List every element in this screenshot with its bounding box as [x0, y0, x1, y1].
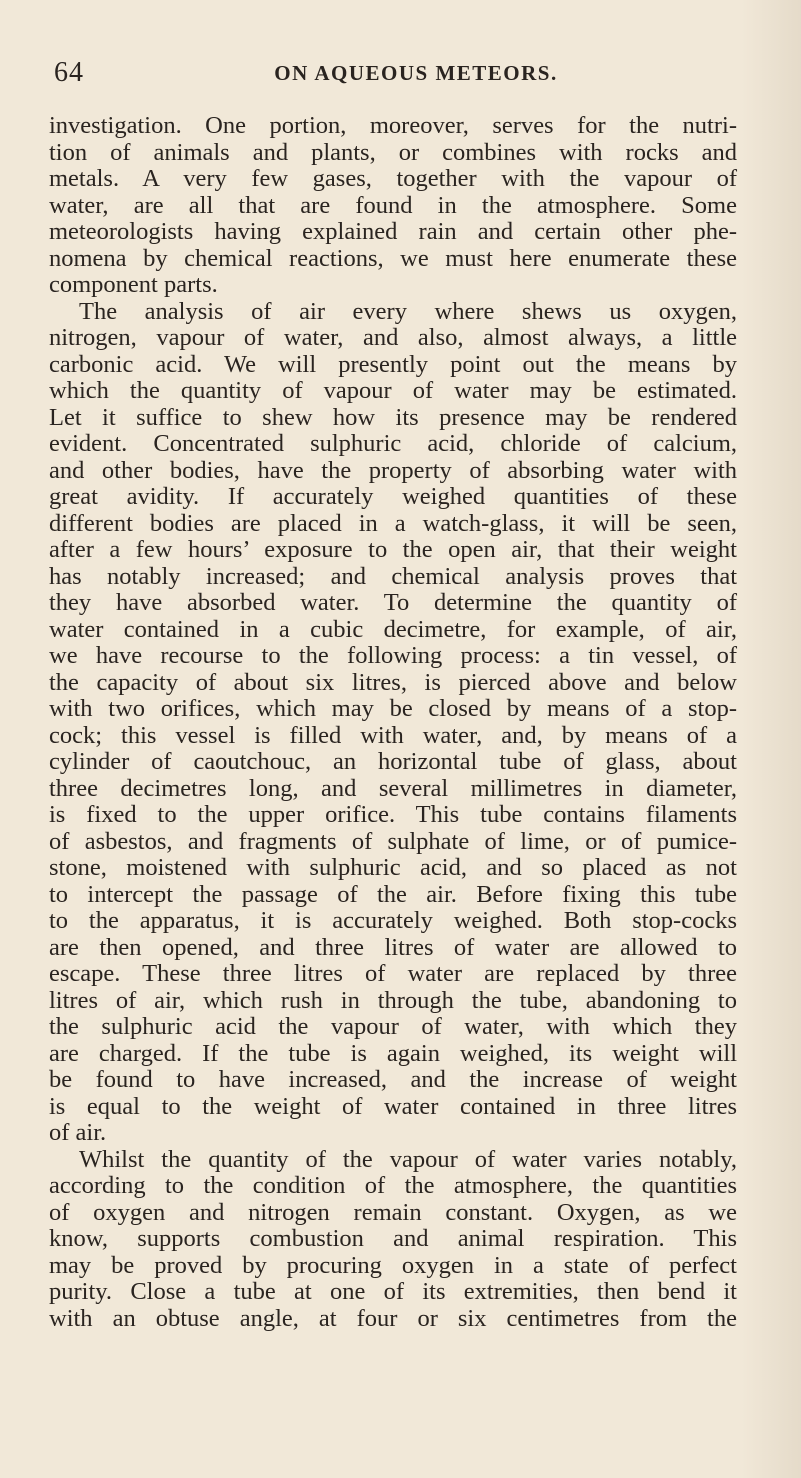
text-line: of asbestos, and fragments of sulphate of lime, or of pumice-	[49, 827, 737, 855]
page-edge-shading	[741, 0, 801, 1478]
page-header	[54, 53, 734, 93]
text-line: different bodies are placed in a watch-glass, it will be seen,	[49, 509, 737, 537]
running-title: ON AQUEOUS METEORS.	[274, 61, 558, 85]
text-line: escape. These three litres of water are replaced by three	[49, 960, 737, 987]
text-line: is fixed to the upper orifice. This tube contains filaments	[49, 801, 737, 828]
text-line: metals. A very few gases, together with the vapour of	[49, 165, 737, 192]
text-line: evident. Concentrated sulphuric acid, chloride of calcium,	[49, 430, 737, 457]
text-line: meteorologists having explained rain and certain other phe-	[49, 218, 737, 245]
text-line: are charged. If the tube is again weighed, its weight will	[49, 1039, 737, 1067]
text-line: know, supports combustion and animal respiration. This	[49, 1225, 737, 1252]
text-line: nomena by chemical reactions, we must here enumerate these	[49, 244, 737, 272]
text-line: nitrogen, vapour of water, and also, almost always, a little	[49, 324, 737, 351]
text-line: Let it suffice to shew how its presence may be rendered	[49, 403, 737, 431]
text-line: according to the condition of the atmosphere, the quantities	[49, 1172, 737, 1199]
body-text	[49, 113, 737, 1332]
text-line: litres of air, which rush in through the tube, abandoning to	[49, 986, 737, 1014]
text-line: cylinder of caoutchouc, an horizontal tube of glass, about	[49, 748, 737, 775]
text-line: water, are all that are found in the atmosphere. Some	[49, 191, 737, 219]
text-line: and other bodies, have the property of absorbing water with	[49, 456, 737, 484]
text-line: water contained in a cubic decimetre, for example, of air,	[49, 615, 737, 643]
text-line: are then opened, and three litres of water are allowed to	[49, 933, 737, 961]
page-number: 64	[54, 57, 84, 88]
text-line: component parts.	[49, 271, 218, 298]
text-line: the capacity of about six litres, is pierced above and below	[49, 668, 737, 696]
text-line: with an obtuse angle, at four or six centimetres from the	[49, 1304, 737, 1332]
text-line: The analysis of air every where shews us oxygen,	[79, 297, 737, 325]
text-line: after a few hours’ exposure to the open air, that their weight	[49, 536, 737, 563]
text-line: has notably increased; and chemical analysis proves that	[49, 562, 737, 590]
text-line: Whilst the quantity of the vapour of water varies notably,	[79, 1145, 737, 1173]
text-line: which the quantity of vapour of water may be estimated.	[49, 377, 737, 404]
text-line: of oxygen and nitrogen remain constant. Oxygen, as we	[49, 1198, 737, 1226]
text-line: to intercept the passage of the air. Before fixing this tube	[49, 880, 737, 908]
text-line: is equal to the weight of water contained in three litres	[49, 1092, 737, 1120]
text-line: with two orifices, which may be closed by means of a stop-	[49, 695, 737, 722]
text-line: the sulphuric acid the vapour of water, with which they	[49, 1013, 737, 1040]
text-line: carbonic acid. We will presently point out the means by	[49, 350, 737, 378]
text-line: purity. Close a tube at one of its extremities, then bend it	[49, 1278, 737, 1305]
text-line: cock; this vessel is filled with water, and, by means of a	[49, 721, 737, 749]
text-line: stone, moistened with sulphuric acid, and so placed as not	[49, 854, 737, 881]
text-line: investigation. One portion, moreover, serves for the nutri-	[49, 112, 737, 139]
text-line: tion of animals and plants, or combines with rocks and	[49, 138, 737, 166]
text-line: three decimetres long, and several millimetres in diameter,	[49, 774, 737, 802]
text-line: we have recourse to the following process: a tin vessel, of	[49, 642, 737, 669]
text-line: may be proved by procuring oxygen in a state of perfect	[49, 1251, 737, 1279]
text-line: of air.	[49, 1119, 107, 1146]
text-line: great avidity. If accurately weighed quantities of these	[49, 483, 737, 510]
text-line: to the apparatus, it is accurately weighed. Both stop-cocks	[49, 907, 737, 934]
text-line: they have absorbed water. To determine the quantity of	[49, 589, 737, 616]
text-line: be found to have increased, and the increase of weight	[49, 1066, 737, 1093]
